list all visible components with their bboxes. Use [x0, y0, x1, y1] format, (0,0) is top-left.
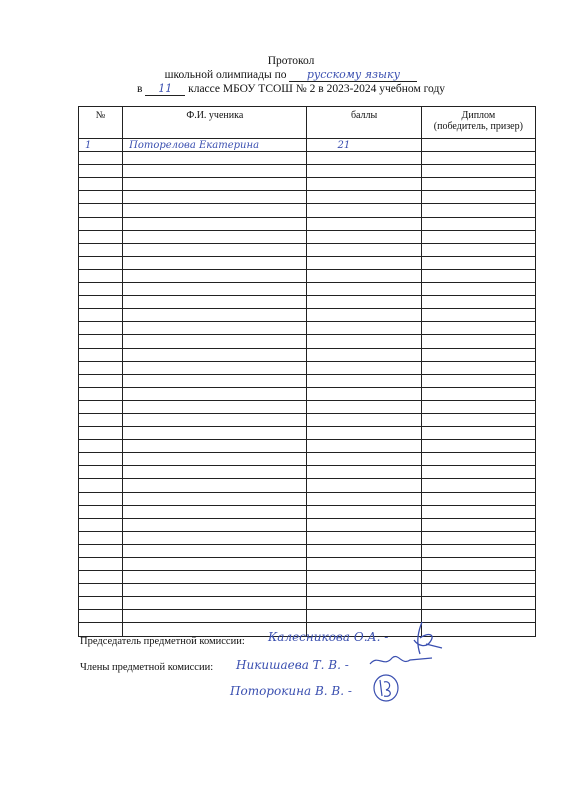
table-row	[79, 387, 536, 400]
table-cell	[123, 492, 307, 505]
table-cell	[307, 492, 421, 505]
table-row	[79, 544, 536, 557]
table-cell	[307, 361, 421, 374]
table-cell	[123, 531, 307, 544]
olympiad-prefix: школьной олимпиады по	[164, 69, 287, 81]
table-cell	[421, 204, 535, 217]
subject-handwritten: русскому языку	[289, 68, 417, 82]
table-cell	[123, 191, 307, 204]
members-label: Члены предметной комиссии:	[80, 662, 214, 673]
table-cell	[123, 544, 307, 557]
table-row	[79, 217, 536, 230]
table-cell	[79, 361, 123, 374]
table-cell	[307, 217, 421, 230]
table-row	[79, 139, 536, 152]
table-cell	[421, 400, 535, 413]
chair-label: Председатель предметной комиссии:	[80, 636, 245, 647]
table-row	[79, 531, 536, 544]
table-cell	[421, 558, 535, 571]
table-cell	[307, 400, 421, 413]
table-cell	[421, 479, 535, 492]
grade-handwritten: 11	[145, 82, 185, 96]
table-row	[79, 256, 536, 269]
table-row	[79, 165, 536, 178]
table-cell	[307, 597, 421, 610]
table-cell	[79, 623, 123, 636]
table-cell	[123, 440, 307, 453]
table-cell	[79, 544, 123, 557]
table-cell	[79, 505, 123, 518]
table-cell	[79, 348, 123, 361]
table-cell	[307, 256, 421, 269]
table-cell	[123, 453, 307, 466]
table-cell	[307, 479, 421, 492]
table-row	[79, 558, 536, 571]
table-cell	[123, 558, 307, 571]
table-cell	[307, 152, 421, 165]
table-cell	[421, 322, 535, 335]
table-row	[79, 479, 536, 492]
table-cell	[123, 269, 307, 282]
table-row	[79, 191, 536, 204]
table-cell	[123, 217, 307, 230]
table-cell	[307, 165, 421, 178]
table-cell	[421, 256, 535, 269]
table-cell	[307, 178, 421, 191]
table-cell	[421, 453, 535, 466]
table-cell	[79, 558, 123, 571]
table-cell	[421, 191, 535, 204]
table-row	[79, 597, 536, 610]
table-cell	[421, 309, 535, 322]
table-cell	[123, 584, 307, 597]
table-row	[79, 413, 536, 426]
table-row	[79, 283, 536, 296]
table-cell	[307, 558, 421, 571]
table-row	[79, 440, 536, 453]
table-cell	[421, 283, 535, 296]
col-diploma-line1: Диплом	[461, 110, 496, 121]
table-row	[79, 178, 536, 191]
table-cell	[123, 400, 307, 413]
grade-prefix: в	[136, 83, 143, 95]
table-cell	[79, 296, 123, 309]
col-number: №	[79, 107, 123, 139]
table-row	[79, 230, 536, 243]
table-cell	[123, 518, 307, 531]
table-cell	[79, 283, 123, 296]
table-cell	[79, 466, 123, 479]
table-cell	[123, 348, 307, 361]
row-score: 21	[307, 139, 421, 152]
table-row	[79, 361, 536, 374]
table-cell	[307, 466, 421, 479]
table-cell	[79, 479, 123, 492]
table-cell	[79, 256, 123, 269]
grade-line	[0, 82, 582, 96]
table-cell	[123, 165, 307, 178]
table-cell	[79, 440, 123, 453]
table-row	[79, 505, 536, 518]
table-cell	[79, 387, 123, 400]
table-cell	[79, 335, 123, 348]
table-cell	[307, 505, 421, 518]
table-cell	[79, 191, 123, 204]
table-cell	[421, 269, 535, 282]
table-cell	[123, 374, 307, 387]
table-cell	[123, 204, 307, 217]
table-cell	[421, 571, 535, 584]
table-cell	[307, 440, 421, 453]
table-cell	[123, 505, 307, 518]
member1-handwritten: Никишаева Т. В. -	[236, 658, 349, 672]
table-cell	[307, 309, 421, 322]
table-row	[79, 492, 536, 505]
table-cell	[421, 544, 535, 557]
table-cell	[79, 571, 123, 584]
table-row	[79, 348, 536, 361]
table-cell	[307, 584, 421, 597]
table-cell	[421, 413, 535, 426]
table-cell	[421, 584, 535, 597]
table-cell	[123, 571, 307, 584]
table-cell	[79, 492, 123, 505]
table-cell	[421, 597, 535, 610]
table-cell	[79, 518, 123, 531]
table-cell	[421, 230, 535, 243]
table-row	[79, 571, 536, 584]
col-diploma	[421, 107, 535, 139]
table-cell	[421, 440, 535, 453]
table-row	[79, 204, 536, 217]
table-cell	[421, 492, 535, 505]
table-row	[79, 466, 536, 479]
table-cell	[307, 413, 421, 426]
document-title: Протокол	[267, 55, 315, 67]
table-cell	[79, 610, 123, 623]
row-diploma	[421, 139, 535, 152]
table-cell	[307, 571, 421, 584]
table-cell	[421, 374, 535, 387]
table-cell	[79, 152, 123, 165]
table-cell	[421, 217, 535, 230]
table-cell	[421, 165, 535, 178]
table-cell	[79, 243, 123, 256]
table-cell	[79, 400, 123, 413]
table-cell	[123, 427, 307, 440]
table-cell	[79, 217, 123, 230]
table-cell	[79, 269, 123, 282]
table-cell	[307, 283, 421, 296]
grade-suffix: классе МБОУ ТСОШ № 2 в 2023-2024 учебном году	[188, 83, 446, 95]
table-cell	[307, 453, 421, 466]
table-cell	[79, 178, 123, 191]
table-cell	[307, 518, 421, 531]
table-row	[79, 309, 536, 322]
table-cell	[123, 309, 307, 322]
table-cell	[123, 413, 307, 426]
table-cell	[421, 505, 535, 518]
chair-name-handwritten: Калесникова О.А. -	[268, 630, 389, 644]
table-cell	[123, 256, 307, 269]
col-student-name: Ф.И. ученика	[123, 107, 307, 139]
table-cell	[307, 374, 421, 387]
table-cell	[421, 348, 535, 361]
table-cell	[123, 361, 307, 374]
member2-handwritten: Потоpокина В. В. -	[230, 684, 352, 698]
table-cell	[307, 243, 421, 256]
olympiad-line	[0, 68, 582, 82]
table-cell	[307, 269, 421, 282]
table-cell	[79, 374, 123, 387]
table-cell	[79, 597, 123, 610]
table-cell	[421, 531, 535, 544]
table-cell	[123, 283, 307, 296]
table-cell	[123, 610, 307, 623]
table-cell	[421, 178, 535, 191]
table-row	[79, 296, 536, 309]
table-cell	[421, 335, 535, 348]
table-row	[79, 453, 536, 466]
table-cell	[421, 243, 535, 256]
table-cell	[123, 152, 307, 165]
table-cell	[79, 309, 123, 322]
table-cell	[123, 296, 307, 309]
table-cell	[79, 204, 123, 217]
table-cell	[79, 453, 123, 466]
table-cell	[123, 479, 307, 492]
table-cell	[421, 466, 535, 479]
member1-signature-scribble	[366, 650, 436, 672]
table-row	[79, 518, 536, 531]
table-cell	[307, 335, 421, 348]
table-cell	[79, 584, 123, 597]
table-cell	[123, 597, 307, 610]
col-score: баллы	[307, 107, 421, 139]
table-cell	[123, 243, 307, 256]
table-row	[79, 610, 536, 623]
table-cell	[307, 348, 421, 361]
table-cell	[79, 427, 123, 440]
table-cell	[307, 204, 421, 217]
table-cell	[421, 387, 535, 400]
table-cell	[307, 191, 421, 204]
table-cell	[79, 322, 123, 335]
table-row	[79, 400, 536, 413]
table-row	[79, 335, 536, 348]
table-cell	[79, 165, 123, 178]
table-row	[79, 374, 536, 387]
table-cell	[421, 518, 535, 531]
table-cell	[79, 413, 123, 426]
table-cell	[123, 230, 307, 243]
table-row	[79, 427, 536, 440]
table-cell	[307, 230, 421, 243]
table-cell	[307, 387, 421, 400]
table-cell	[307, 296, 421, 309]
table-cell	[123, 178, 307, 191]
table-row	[79, 269, 536, 282]
table-row	[79, 152, 536, 165]
table-cell	[307, 544, 421, 557]
table-cell	[123, 322, 307, 335]
table-cell	[123, 466, 307, 479]
row-number: 1	[79, 139, 123, 152]
table-cell	[79, 230, 123, 243]
table-header-row	[79, 107, 536, 139]
table-cell	[79, 531, 123, 544]
member2-signature-scribble	[370, 672, 404, 704]
table-cell	[421, 296, 535, 309]
table-cell	[123, 387, 307, 400]
table-cell	[307, 322, 421, 335]
table-row	[79, 243, 536, 256]
col-diploma-line2: (победитель, призер)	[433, 121, 523, 132]
table-cell	[307, 427, 421, 440]
table-row	[79, 322, 536, 335]
table-cell	[123, 335, 307, 348]
row-student-name: Потоpелова Екатерина	[123, 139, 307, 152]
table-cell	[421, 361, 535, 374]
table-cell	[421, 152, 535, 165]
table-row	[79, 584, 536, 597]
table-cell	[307, 531, 421, 544]
table-cell	[421, 427, 535, 440]
results-table	[78, 106, 536, 637]
